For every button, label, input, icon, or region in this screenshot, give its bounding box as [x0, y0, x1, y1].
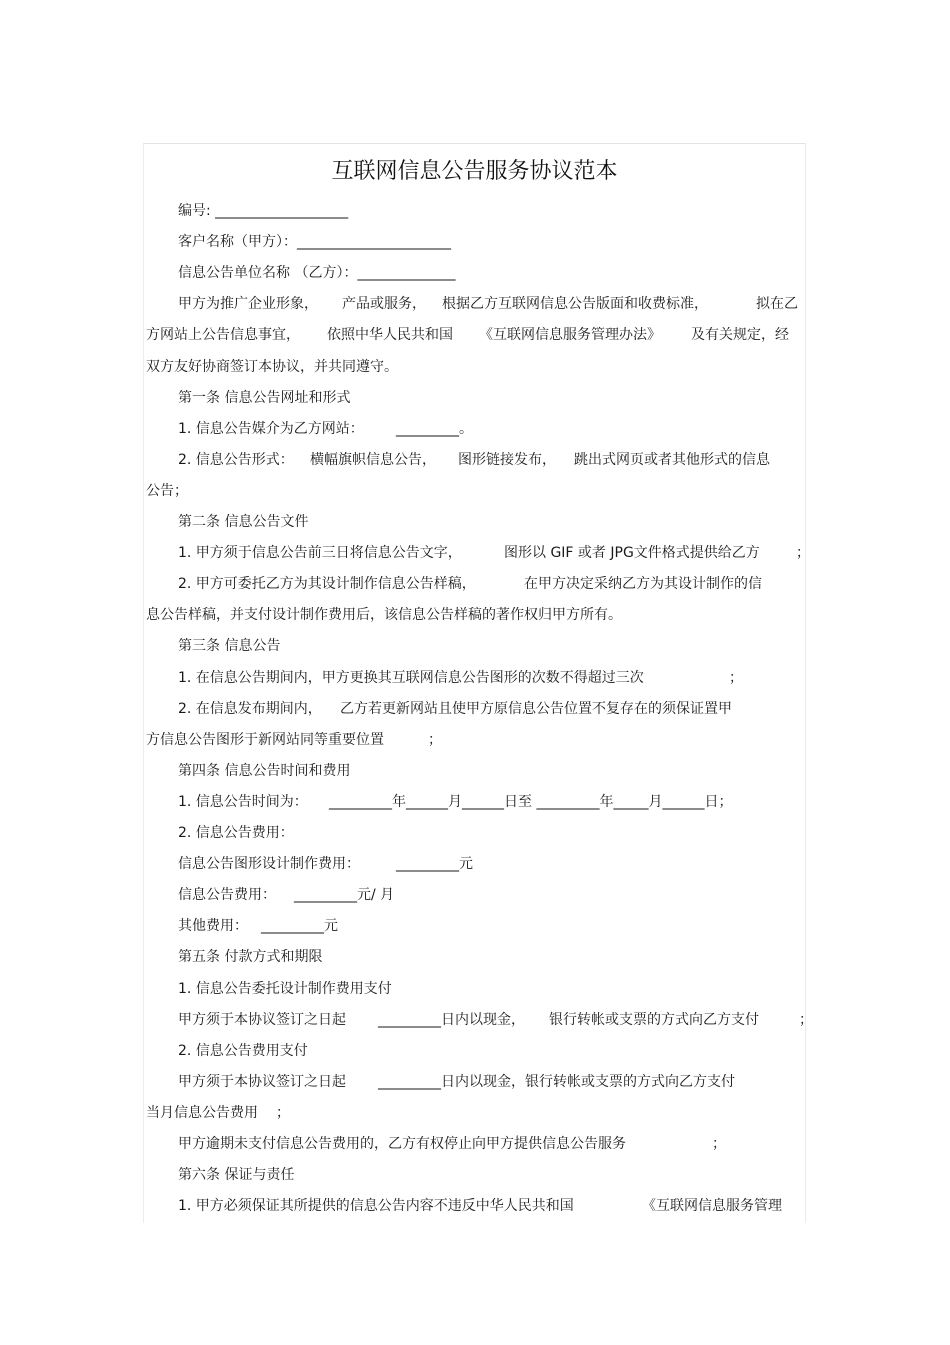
text-line: [144, 1103, 807, 1123]
text-segment: 公告；: [146, 483, 188, 499]
text-line: [144, 1134, 807, 1154]
text-line: [144, 1010, 813, 1030]
text-segment: 其他费用：: [178, 918, 248, 934]
text-segment: 图形以 GIF 或者 JPG文件格式提供给乙方: [504, 545, 760, 561]
text-segment: 方信息公告图形于新网站同等重要位置: [146, 732, 384, 748]
text-segment: ；: [276, 1105, 290, 1121]
text-segment: 第六条 保证与责任: [178, 1167, 295, 1183]
document-page: [143, 143, 813, 1223]
text-line: [144, 450, 807, 470]
text-line: [144, 325, 807, 345]
text-segment: 2. 信息公告费用支付: [178, 1043, 308, 1059]
text-segment: ；: [729, 670, 743, 686]
text-line: [144, 294, 807, 314]
text-segment: 图形链接发布，: [458, 452, 556, 468]
text-segment: 甲方须于本协议签订之日起: [178, 1012, 346, 1028]
text-line: [144, 543, 810, 563]
text-segment: _________元: [261, 918, 338, 934]
text-segment: 《互联网信息服务管理: [642, 1198, 782, 1214]
text-segment: 息公告样稿，并支付设计制作费用后，该信息公告样稿的著作权归甲方所有。: [146, 607, 622, 623]
text-segment: 2. 在信息发布期间内，: [178, 701, 322, 717]
text-line: [144, 1041, 807, 1061]
text-segment: 信息公告图形设计制作费用：: [178, 856, 360, 872]
text-line: [144, 263, 807, 283]
document-title: 互联网信息公告服务协议范本: [331, 159, 618, 184]
text-line: [144, 730, 807, 750]
text-line: [144, 574, 807, 594]
text-line: [144, 761, 807, 781]
text-segment: 依照中华人民共和国: [327, 327, 453, 343]
text-segment: 客户名称（甲方）：______________________: [178, 234, 451, 250]
text-segment: _________日内以现金，: [378, 1012, 525, 1028]
text-segment: 第三条 信息公告: [178, 638, 281, 654]
text-line: [144, 823, 807, 843]
text-segment: 横幅旗帜信息公告，: [310, 452, 436, 468]
text-line: [144, 947, 807, 967]
text-segment: 1. 信息公告时间为：: [178, 794, 308, 810]
text-line: [144, 1072, 807, 1092]
text-segment: 第二条 信息公告文件: [178, 514, 309, 530]
text-segment: 及有关规定，经: [691, 327, 789, 343]
text-segment: 第一条 信息公告网址和形式: [178, 390, 351, 406]
text-line: [144, 1165, 807, 1185]
text-segment: 《互联网信息服务管理办法》: [479, 327, 661, 343]
text-segment: 1. 甲方必须保证其所提供的信息公告内容不违反中华人民共和国: [178, 1198, 574, 1214]
text-segment: 1. 甲方须于信息公告前三日将信息公告文字，: [178, 545, 462, 561]
text-segment: 第四条 信息公告时间和费用: [178, 763, 351, 779]
text-line: [144, 357, 807, 377]
text-segment: _________年______月______日至 _________年_____月______日；: [329, 794, 733, 810]
text-segment: 甲方逾期未支付信息公告费用的，乙方有权停止向甲方提供信息公告服务: [178, 1136, 626, 1152]
text-segment: _________元: [396, 856, 473, 872]
text-segment: 2. 甲方可委托乙方为其设计制作信息公告样稿，: [178, 576, 476, 592]
text-line: [144, 1196, 807, 1216]
text-segment: 信息公告费用：: [178, 887, 276, 903]
text-segment: 2. 信息公告费用：: [178, 825, 294, 841]
text-line: [144, 636, 807, 656]
text-segment: 第五条 付款方式和期限: [178, 949, 323, 965]
text-segment: 跳出式网页或者其他形式的信息: [574, 452, 770, 468]
text-line: [144, 916, 807, 936]
text-segment: 编号: ___________________: [178, 203, 349, 219]
text-segment: _________日内以现金，银行转帐或支票的方式向乙方支付: [378, 1074, 735, 1090]
text-segment: 1. 信息公告委托设计制作费用支付: [178, 981, 392, 997]
text-segment: 在甲方决定采纳乙方为其设计制作的信: [524, 576, 762, 592]
text-line: [144, 481, 807, 501]
text-line: [144, 979, 807, 999]
text-segment: 信息公告单位名称 （乙方）：______________: [178, 265, 456, 281]
text-segment: _________元/ 月: [294, 887, 395, 903]
text-segment: 双方友好协商签订本协议，并共同遵守。: [146, 359, 398, 375]
text-segment: 拟在乙: [756, 296, 798, 312]
text-segment: 当月信息公告费用: [146, 1105, 258, 1121]
text-segment: 2. 信息公告形式：: [178, 452, 294, 468]
text-segment: ；: [799, 1012, 813, 1028]
text-segment: 银行转帐或支票的方式向乙方支付: [549, 1012, 759, 1028]
text-segment: 产品或服务，: [342, 296, 426, 312]
text-segment: 乙方若更新网站且使甲方原信息公告位置不复存在的须保证置甲: [340, 701, 732, 717]
text-segment: 方网站上公告信息事宜，: [146, 327, 300, 343]
text-segment: 根据乙方互联网信息公告版面和收费标准，: [442, 296, 708, 312]
text-line: [144, 419, 807, 439]
text-segment: ；: [428, 732, 442, 748]
text-line: [144, 232, 807, 252]
text-segment: 甲方须于本协议签订之日起: [178, 1074, 346, 1090]
text-segment: ；: [712, 1136, 726, 1152]
text-line: [144, 699, 807, 719]
text-line: [144, 201, 807, 221]
text-line: [144, 885, 807, 905]
text-segment: ；: [796, 545, 810, 561]
text-line: [144, 605, 807, 625]
text-segment: 甲方为推广企业形象，: [178, 296, 318, 312]
text-line: [144, 512, 807, 532]
text-line: [144, 854, 807, 874]
text-segment: 1. 在信息公告期间内，甲方更换其互联网信息公告图形的次数不得超过三次: [178, 670, 644, 686]
text-segment: _________。: [396, 421, 473, 437]
text-segment: 1. 信息公告媒介为乙方网站：: [178, 421, 364, 437]
text-line: [144, 792, 807, 812]
text-line: [144, 668, 807, 688]
text-line: [144, 388, 807, 408]
